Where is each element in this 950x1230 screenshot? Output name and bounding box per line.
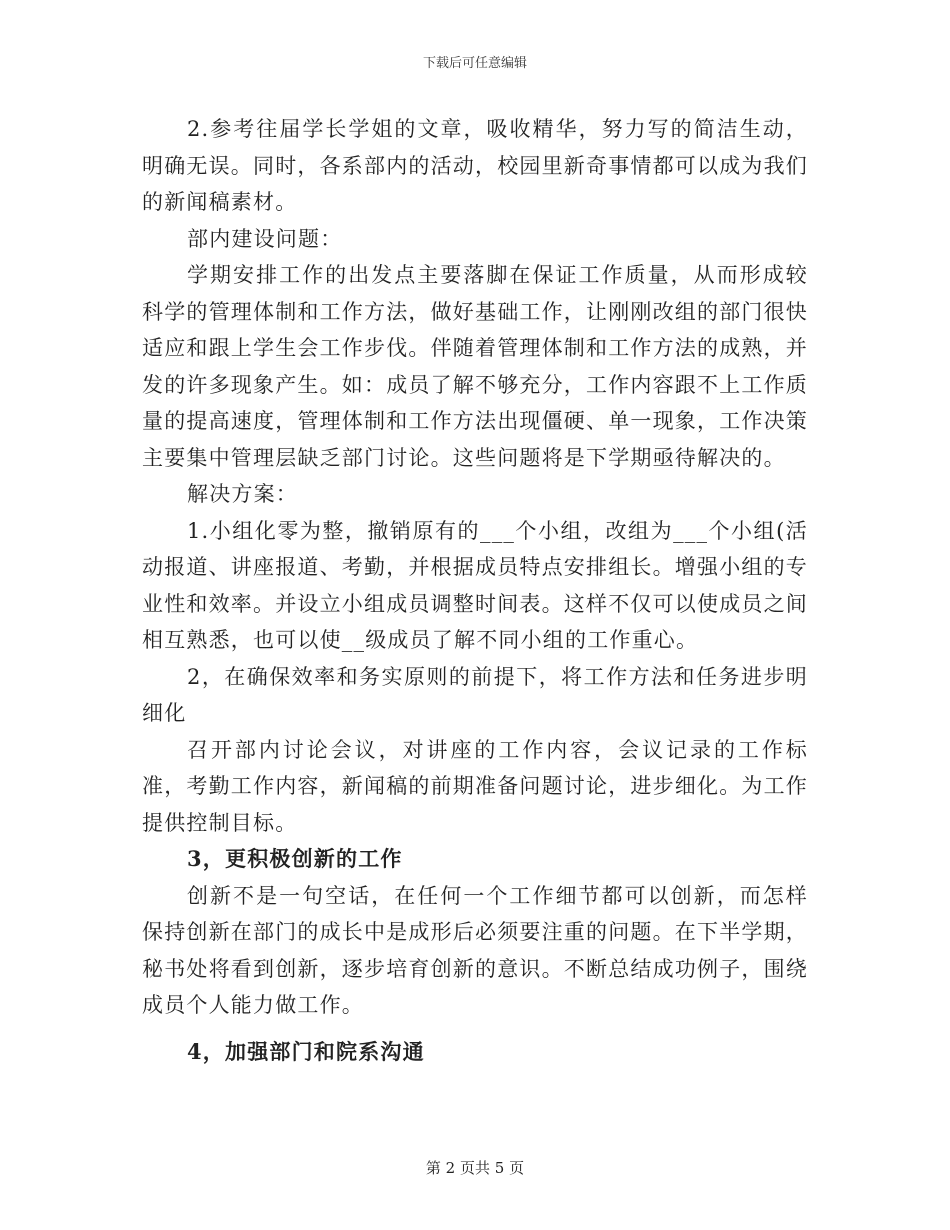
paragraph-solution-1: 1.小组化零为整，撤销原有的___个小组，改组为___个小组(活动报道、讲座报道、考勤，并根据成员特点安排组长。增强小组的专业性和效率。并设立小组成员调整时间表。这样不仅可以使成员之间相互熟悉，也可以使__级成员了解不同小组的工作重心。	[142, 518, 808, 652]
paragraph-reference-articles: 2.参考往届学长学姐的文章，吸收精华，努力写的简洁生动，明确无误。同时，各系部内的活动，校园里新奇事情都可以成为我们的新闻稿素材。	[142, 117, 808, 214]
page-header: 下载后可任意编辑	[422, 56, 527, 71]
heading-innovation: 3，更积极创新的工作	[187, 846, 403, 871]
paragraph-solution-2: 2，在确保效率和务实原则的前提下，将工作方法和任务进步明细化	[142, 664, 808, 725]
heading-solutions: 解决方案：	[187, 482, 298, 506]
heading-communication: 4，加强部门和院系沟通	[187, 1038, 425, 1064]
paragraph-innovation: 创新不是一句空话，在任何一个工作细节都可以创新，而怎样保持创新在部门的成长中是成形后必须要注重的问题。在下半学期，秘书处将看到创新，逐步培育创新的意识。不断总结成功例子，围绕成员个人能力做工作。	[142, 883, 808, 1017]
document-body	[142, 111, 808, 1070]
paragraph-department-issues: 学期安排工作的出发点主要落脚在保证工作质量，从而形成较科学的管理体制和工作方法，做好基础工作，让刚刚改组的部门很快适应和跟上学生会工作步伐。伴随着管理体制和工作方法的成熟，并发的许多现象产生。如：成员了解不够充分，工作内容跟不上工作质量的提高速度，管理体制和工作方法出现僵硬、单一现象，工作决策主要集中管理层缺乏部门讨论。这些问题将是下学期亟待解决的。	[142, 263, 808, 470]
heading-department-building: 部内建设问题：	[187, 226, 343, 251]
paragraph-discussion-meeting: 召开部内讨论会议，对讲座的工作内容，会议记录的工作标准，考勤工作内容，新闻稿的前期准备问题讨论，进步细化。为工作提供控制目标。	[142, 737, 808, 835]
page-footer: 第 2 页共 5 页	[425, 1159, 525, 1177]
